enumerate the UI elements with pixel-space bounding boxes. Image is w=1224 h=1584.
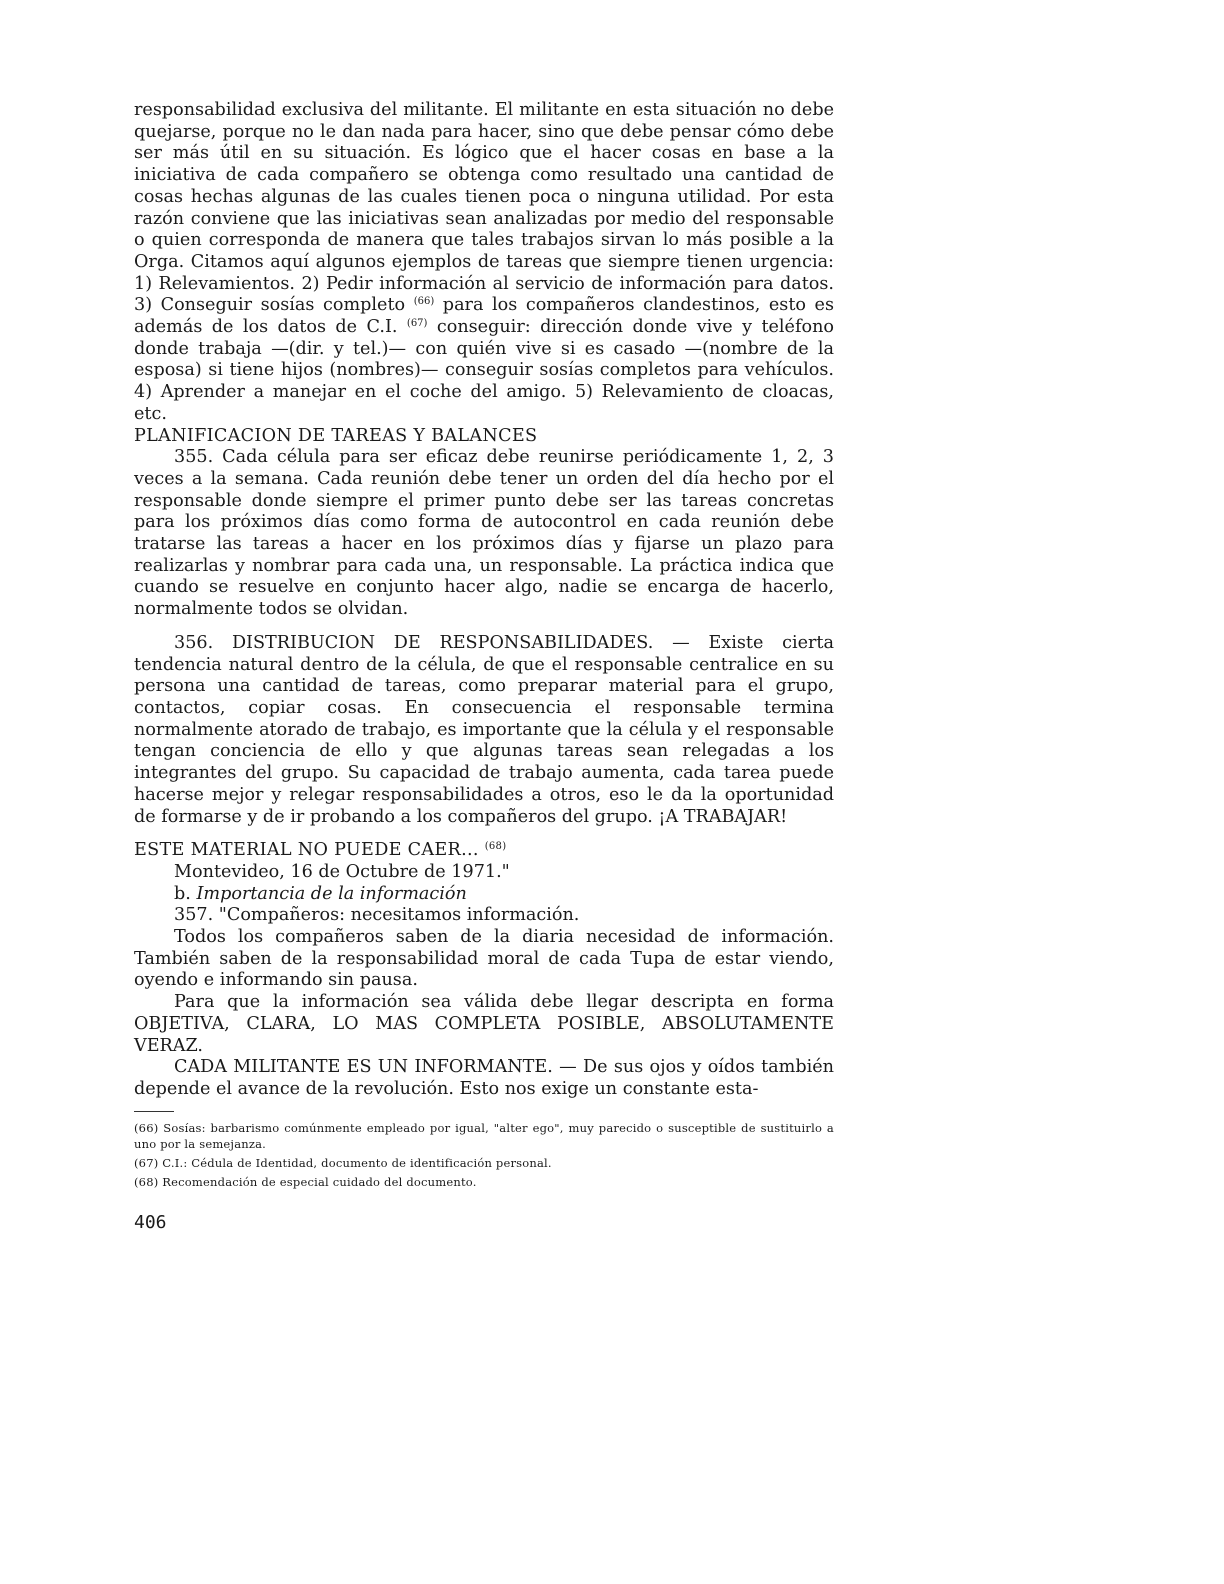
footnote-number: (66) <box>134 1120 159 1135</box>
paragraph-text: responsabilidad exclusiva del militante. El militante en esta situación no debe quejarse, porque no le dan nada para hacer, sino que debe pensar cómo debe ser más útil en su situación. Es lógico que el hacer cosas en base a la iniciativa de cada compañero se obtenga como resultado una cantidad de cosas hechas algunas de las cuales tienen poca o ninguna utilidad. Por esta razón conviene que las iniciativas sean analizadas por medio del responsable o quien corresponda de manera que tales trabajos sirvan lo más posible a la Orga. Citamos aquí algunos ejemplos de tareas que siempre tienen urgencia: 1) Relevamientos. 2) Pedir información al servicio de información para datos. 3) Conseguir sosías completo <box>134 100 834 316</box>
footnote-ref-66: (66) <box>413 296 435 308</box>
paragraph-356: 356. DISTRIBUCION DE RESPONSABILIDADES. — Existe cierta tendencia natural dentro de la célula, de que el responsable centralice en su persona una cantidad de tareas, como preparar material para el grupo, contactos, copiar cosas. En consecuencia el responsable termina normalmente atorado de trabajo, es importante que la célula y el responsable tengan conciencia de ello y que algunas tareas sean relegadas a los integrantes del grupo. Su capacidad de trabajo aumenta, cada tarea puede hacerse mejor y relegar responsabilidades a otros, eso le da la oportunidad de formarse y de ir probando a los compañeros del grupo. ¡A TRABAJAR! <box>134 632 834 827</box>
paragraph-cada-militante: CADA MILITANTE ES UN INFORMANTE. — De sus ojos y oídos también depende el avance de la revolución. Esto nos exige un constante esta- <box>134 1057 834 1099</box>
footnote-number: (67) <box>134 1155 159 1170</box>
footnotes <box>134 1120 834 1190</box>
subsection-title: Importancia de la información <box>196 883 467 904</box>
paragraph-responsabilidad <box>134 100 834 426</box>
paragraph-355: 355. Cada célula para ser eficaz debe reunirse periódicamente 1, 2, 3 veces a la semana. Cada reunión debe tener un orden del día hecho por el responsable donde siempre el primer punto debe ser las tareas concretas para los próximos días como forma de autocontrol en cada reunión debe tratarse las tareas a hacer en los próximos días y fijarse un plazo para realizarlas y nombrar para cada una, un responsable. La práctica indica que cuando se resuelve en conjunto hacer algo, nadie se encarga de hacerlo, normalmente todos se olvidan. <box>134 447 834 620</box>
footnote-68 <box>134 1174 834 1190</box>
heading-text: ESTE MATERIAL NO PUEDE CAER... <box>134 840 479 861</box>
section-heading-material <box>134 840 834 862</box>
paragraph-text: conseguir: dirección donde vive y teléfono donde trabaja —(dir. y tel.)— con quién vive si es casado —(nombre de la esposa) si tiene hijos (nombres)— conseguir sosías completos para vehículos. 4) Aprender a manejar en el coche del amigo. 5) Relevamiento de cloacas, etc. <box>134 317 834 424</box>
footnote-ref-67: (67) <box>406 318 428 330</box>
subsection-b <box>134 884 834 906</box>
page-number: 406 <box>134 1212 167 1233</box>
footnote-67 <box>134 1155 834 1171</box>
footnote-text: Sosías: barbarismo comúnmente empleado por igual, "alter ego", muy parecido o susceptible de sustituirlo a uno por la semejanza. <box>134 1120 834 1151</box>
paragraph-todos: Todos los compañeros saben de la diaria necesidad de información. También saben de la responsabilidad moral de cada Tupa de estar viendo, oyendo e informando sin pausa. <box>134 927 834 991</box>
paragraph-para: Para que la información sea válida debe llegar descripta en forma OBJETIVA, CLARA, LO MAS COMPLETA POSIBLE, ABSOLUTAMENTE VERAZ. <box>134 992 834 1056</box>
paragraph-357: 357. "Compañeros: necesitamos información. <box>174 905 580 926</box>
section-heading-planificacion: PLANIFICACION DE TAREAS Y BALANCES <box>134 425 538 446</box>
footnote-text: C.I.: Cédula de Identidad, documento de identificación personal. <box>162 1155 552 1170</box>
paragraph-text: para los compañeros clandestinos, esto es además de los datos de C.I. <box>134 295 835 338</box>
footnote-text: Recomendación de especial cuidado del documento. <box>162 1174 477 1189</box>
subsection-label: b. <box>174 883 197 904</box>
footnote-ref-68: (68) <box>484 841 507 853</box>
footnote-66 <box>134 1120 834 1152</box>
page-body <box>134 100 834 1193</box>
footnote-number: (68) <box>134 1174 159 1189</box>
date-line: Montevideo, 16 de Octubre de 1971." <box>174 861 510 882</box>
footnote-divider <box>134 1111 174 1112</box>
